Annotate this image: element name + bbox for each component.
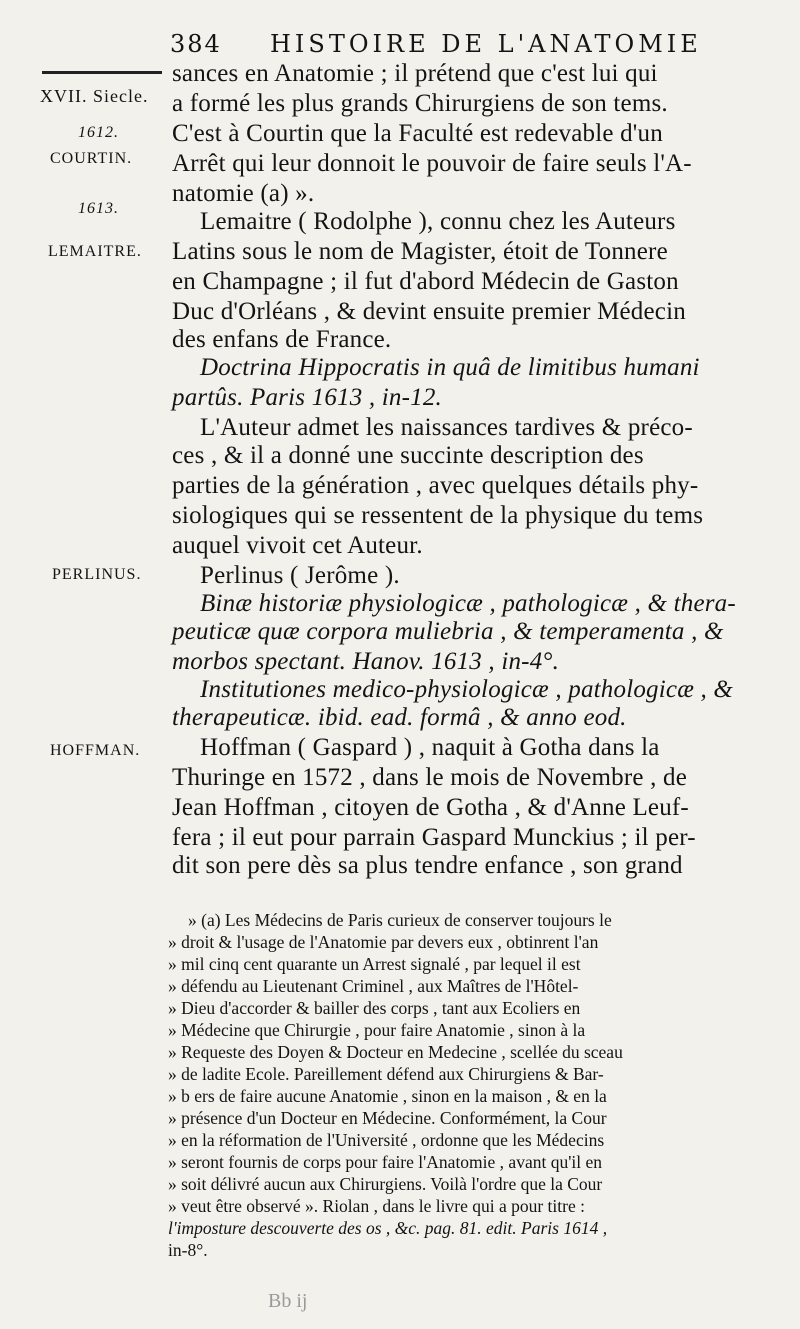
body-line: en Champagne ; il fut d'abord Médecin de Gaston <box>172 268 679 295</box>
footnote-line: » Médecine que Chirurgie , pour faire Anatomie , sinon à la <box>168 1020 586 1040</box>
footnote-line: » de ladite Ecole. Pareillement défend aux Chirurgiens & Bar- <box>168 1064 604 1084</box>
footnote-line: » b ers de faire aucune Anatomie , sinon en la maison , & en la <box>168 1086 607 1106</box>
body-line: a formé les plus grands Chirurgiens de son tems. <box>172 90 668 117</box>
body-line-title: Doctrina Hippocratis in quâ de limitibus humani <box>200 354 700 381</box>
body-line: fera ; il eut pour parrain Gaspard Munckius ; il per- <box>172 824 696 851</box>
body-line: Latins sous le nom de Magister, étoit de Tonnere <box>172 238 668 265</box>
footnote-line: » (a) Les Médecins de Paris curieux de conserver toujours le <box>188 910 612 930</box>
margin-note-perlinus: PERLINUS. <box>52 566 142 583</box>
body-line: Perlinus ( Jerôme ). <box>200 562 400 589</box>
body-line: Jean Hoffman , citoyen de Gotha , & d'Anne Leuf- <box>172 794 689 821</box>
body-line: Hoffman ( Gaspard ) , naquit à Gotha dans la <box>200 734 660 761</box>
body-line: siologiques qui se ressentent de la physique du tems <box>172 502 704 529</box>
body-line: C'est à Courtin que la Faculté est redevable d'un <box>172 120 663 147</box>
footnote-line: » soit délivré aucun aux Chirurgiens. Voilà l'ordre que la Cour <box>168 1174 603 1194</box>
body-line-title: Binæ historiæ physiologicæ , pathologicæ , & thera- <box>200 590 736 617</box>
body-line: Lemaitre ( Rodolphe ), connu chez les Auteurs <box>200 208 676 235</box>
body-line: Duc d'Orléans , & devint ensuite premier Médecin <box>172 298 686 325</box>
body-line: sances en Anatomie ; il prétend que c'est lui qui <box>172 60 658 87</box>
page-number: 384 <box>170 30 222 58</box>
body-line: dit son pere dès sa plus tendre enfance , son grand <box>172 852 683 879</box>
footnote-line: » Dieu d'accorder & bailler des corps , tant aux Ecoliers en <box>168 998 581 1018</box>
body-line: parties de la génération , avec quelques détails phy- <box>172 472 699 499</box>
body-line-title: partûs. Paris 1613 , in-12. <box>172 384 442 411</box>
body-line: des enfans de France. <box>172 326 392 353</box>
footnote-line: » droit & l'usage de l'Anatomie par devers eux , obtinrent l'an <box>168 932 599 952</box>
footnote-line: l'imposture descouverte des os , &c. pag. 81. edit. Paris 1614 , <box>168 1218 608 1238</box>
footnote-line: » Requeste des Doyen & Docteur en Medecine , scellée du sceau <box>168 1042 623 1062</box>
margin-note-year-1613: 1613. <box>78 200 119 217</box>
footnote-line: » en la réformation de l'Université , ordonne que les Médecins <box>168 1130 605 1150</box>
margin-note-century: XVII. Siecle. <box>40 86 149 106</box>
running-title: HISTOIRE DE L'ANATOMIE <box>270 30 702 58</box>
header-rule <box>42 71 162 74</box>
body-line: Arrêt qui leur donnoit le pouvoir de faire seuls l'A- <box>172 150 692 177</box>
body-line-title: therapeuticæ. ibid. ead. formâ , & anno eod. <box>172 704 627 731</box>
margin-note-year-1612: 1612. <box>78 124 119 141</box>
body-line-title: morbos spectant. Hanov. 1613 , in-4°. <box>172 648 560 675</box>
footnote-line: » seront fournis de corps pour faire l'Anatomie , avant qu'il en <box>168 1152 602 1172</box>
footnote-line: in-8°. <box>168 1240 208 1260</box>
body-line-title: Institutiones medico-physiologicæ , pathologicæ , & <box>200 676 734 703</box>
body-line-title: peuticæ quæ corpora muliebria , & temperamenta , & <box>172 618 724 645</box>
body-line: auquel vivoit cet Auteur. <box>172 532 423 559</box>
footnote-line: » présence d'un Docteur en Médecine. Conformément, la Cour <box>168 1108 607 1128</box>
margin-note-hoffman: HOFFMAN. <box>50 742 141 759</box>
body-line: Thuringe en 1572 , dans le mois de Novembre , de <box>172 764 688 791</box>
running-header <box>170 30 770 64</box>
margin-note-lemaitre: LEMAITRE. <box>48 243 142 260</box>
body-line: ces , & il a donné une succinte description des <box>172 442 644 469</box>
footnote-line: » mil cinq cent quarante un Arrest signalé , par lequel il est <box>168 954 581 974</box>
body-line: natomie (a) ». <box>172 180 315 207</box>
footnote-line: » veut être observé ». Riolan , dans le livre qui a pour titre : <box>168 1196 585 1216</box>
signature-mark: Bb ij <box>268 1290 308 1312</box>
margin-note-courtin: COURTIN. <box>50 150 133 167</box>
footnote-line: » défendu au Lieutenant Criminel , aux Maîtres de l'Hôtel- <box>168 976 579 996</box>
body-line: L'Auteur admet les naissances tardives & préco- <box>200 414 693 441</box>
